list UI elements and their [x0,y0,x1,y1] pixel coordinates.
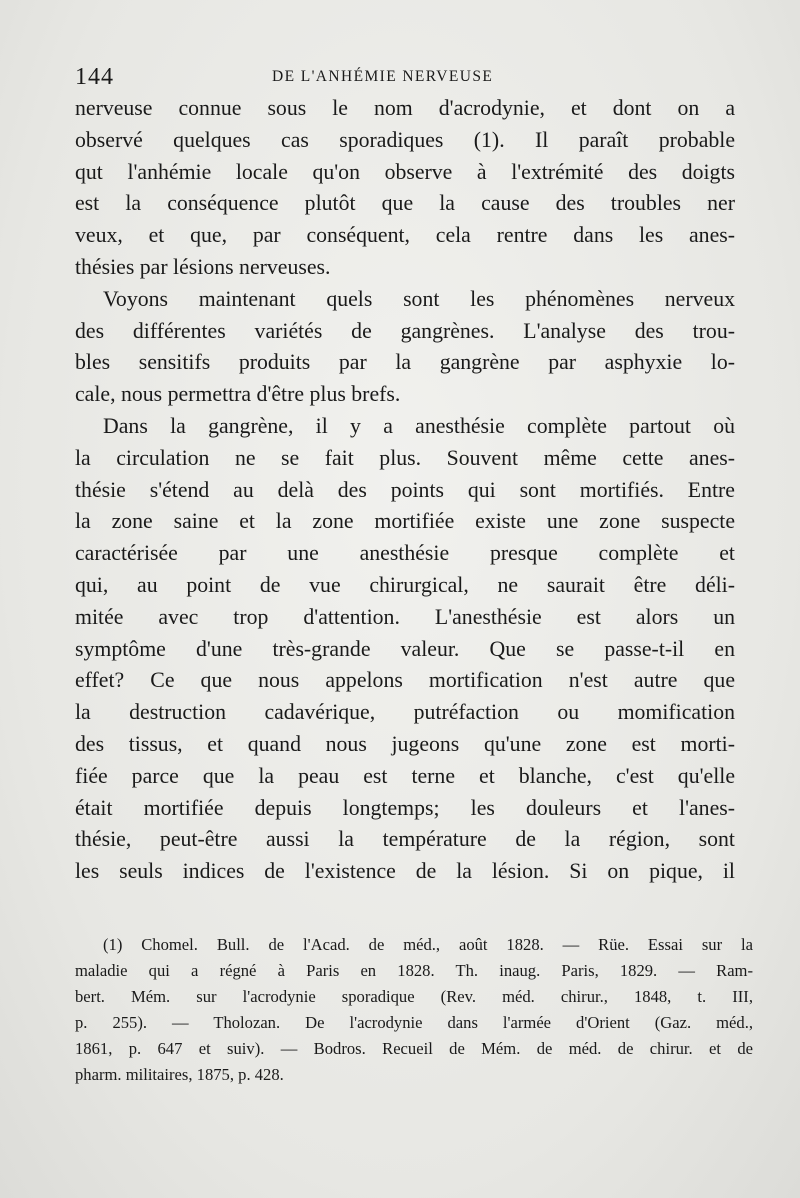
footnote-line: pharm. militaires, 1875, p. 428. [75,1065,284,1084]
text-line: symptôme d'une très-grande valeur. Que se passe-t-il en [75,636,735,661]
footnote-line: p. 255). — Tholozan. De l'acrodynie dans l'armée d'Orient (Gaz. méd., [75,1013,753,1032]
footnote-line: 1861, p. 647 et suiv). — Bodros. Recueil de Mém. de méd. de chirur. et de [75,1039,753,1058]
page-header [75,64,735,94]
page-number: 144 [75,64,114,90]
footnote-line: (1) Chomel. Bull. de l'Acad. de méd., août 1828. — Rüe. Essai sur la [103,935,753,954]
text-line: est la conséquence plutôt que la cause des troubles ner [75,191,735,216]
text-line: veux, et que, par conséquent, cela rentre dans les anes- [75,223,735,248]
text-line: des tissus, et quand nous jugeons qu'une zone est morti- [75,731,735,756]
text-line: Voyons maintenant quels sont les phénomènes nerveux [103,286,735,311]
text-line: thésies par lésions nerveuses. [75,254,331,279]
text-line: la zone saine et la zone mortifiée existe une zone suspecte [75,509,735,534]
text-line: bles sensitifs produits par la gangrène par asphyxie lo- [75,350,735,375]
text-line: mitée avec trop d'attention. L'anesthésie est alors un [75,604,735,629]
text-line: observé quelques cas sporadiques (1). Il paraît probable [75,127,735,152]
text-line: des différentes variétés de gangrènes. L'analyse des trou- [75,318,735,343]
running-head: DE L'ANHÉMIE NERVEUSE [272,68,494,85]
text-line: caractérisée par une anesthésie presque complète et [75,541,735,566]
footnote-line: maladie qui a régné à Paris en 1828. Th. inaug. Paris, 1829. — Ram- [75,961,753,980]
text-line: la circulation ne se fait plus. Souvent même cette anes- [75,445,735,470]
text-line: qut l'anhémie locale qu'on observe à l'extrémité des doigts [75,159,735,184]
text-line: la destruction cadavérique, putréfaction ou momification [75,700,735,725]
body-text [75,93,735,888]
text-line: nerveuse connue sous le nom d'acrodynie, et dont on a [75,96,735,120]
footnote [75,932,753,1088]
text-line: cale, nous permettra d'être plus brefs. [75,382,401,407]
footnote-line: bert. Mém. sur l'acrodynie sporadique (Rev. méd. chirur., 1848, t. III, [75,987,753,1006]
text-line: qui, au point de vue chirurgical, ne saurait être déli- [75,572,735,597]
text-line: fiée parce que la peau est terne et blanche, c'est qu'elle [75,763,735,788]
text-line: effet? Ce que nous appelons mortification n'est autre que [75,668,735,693]
text-line: thésie, peut-être aussi la température de la région, sont [75,827,735,852]
text-line: Dans la gangrène, il y a anesthésie complète partout où [103,413,735,438]
text-line: les seuls indices de l'existence de la lésion. Si on pique, il [75,859,735,884]
text-line: était mortifiée depuis longtemps; les douleurs et l'anes- [75,795,735,820]
text-line: thésie s'étend au delà des points qui sont mortifiés. Entre [75,477,735,502]
